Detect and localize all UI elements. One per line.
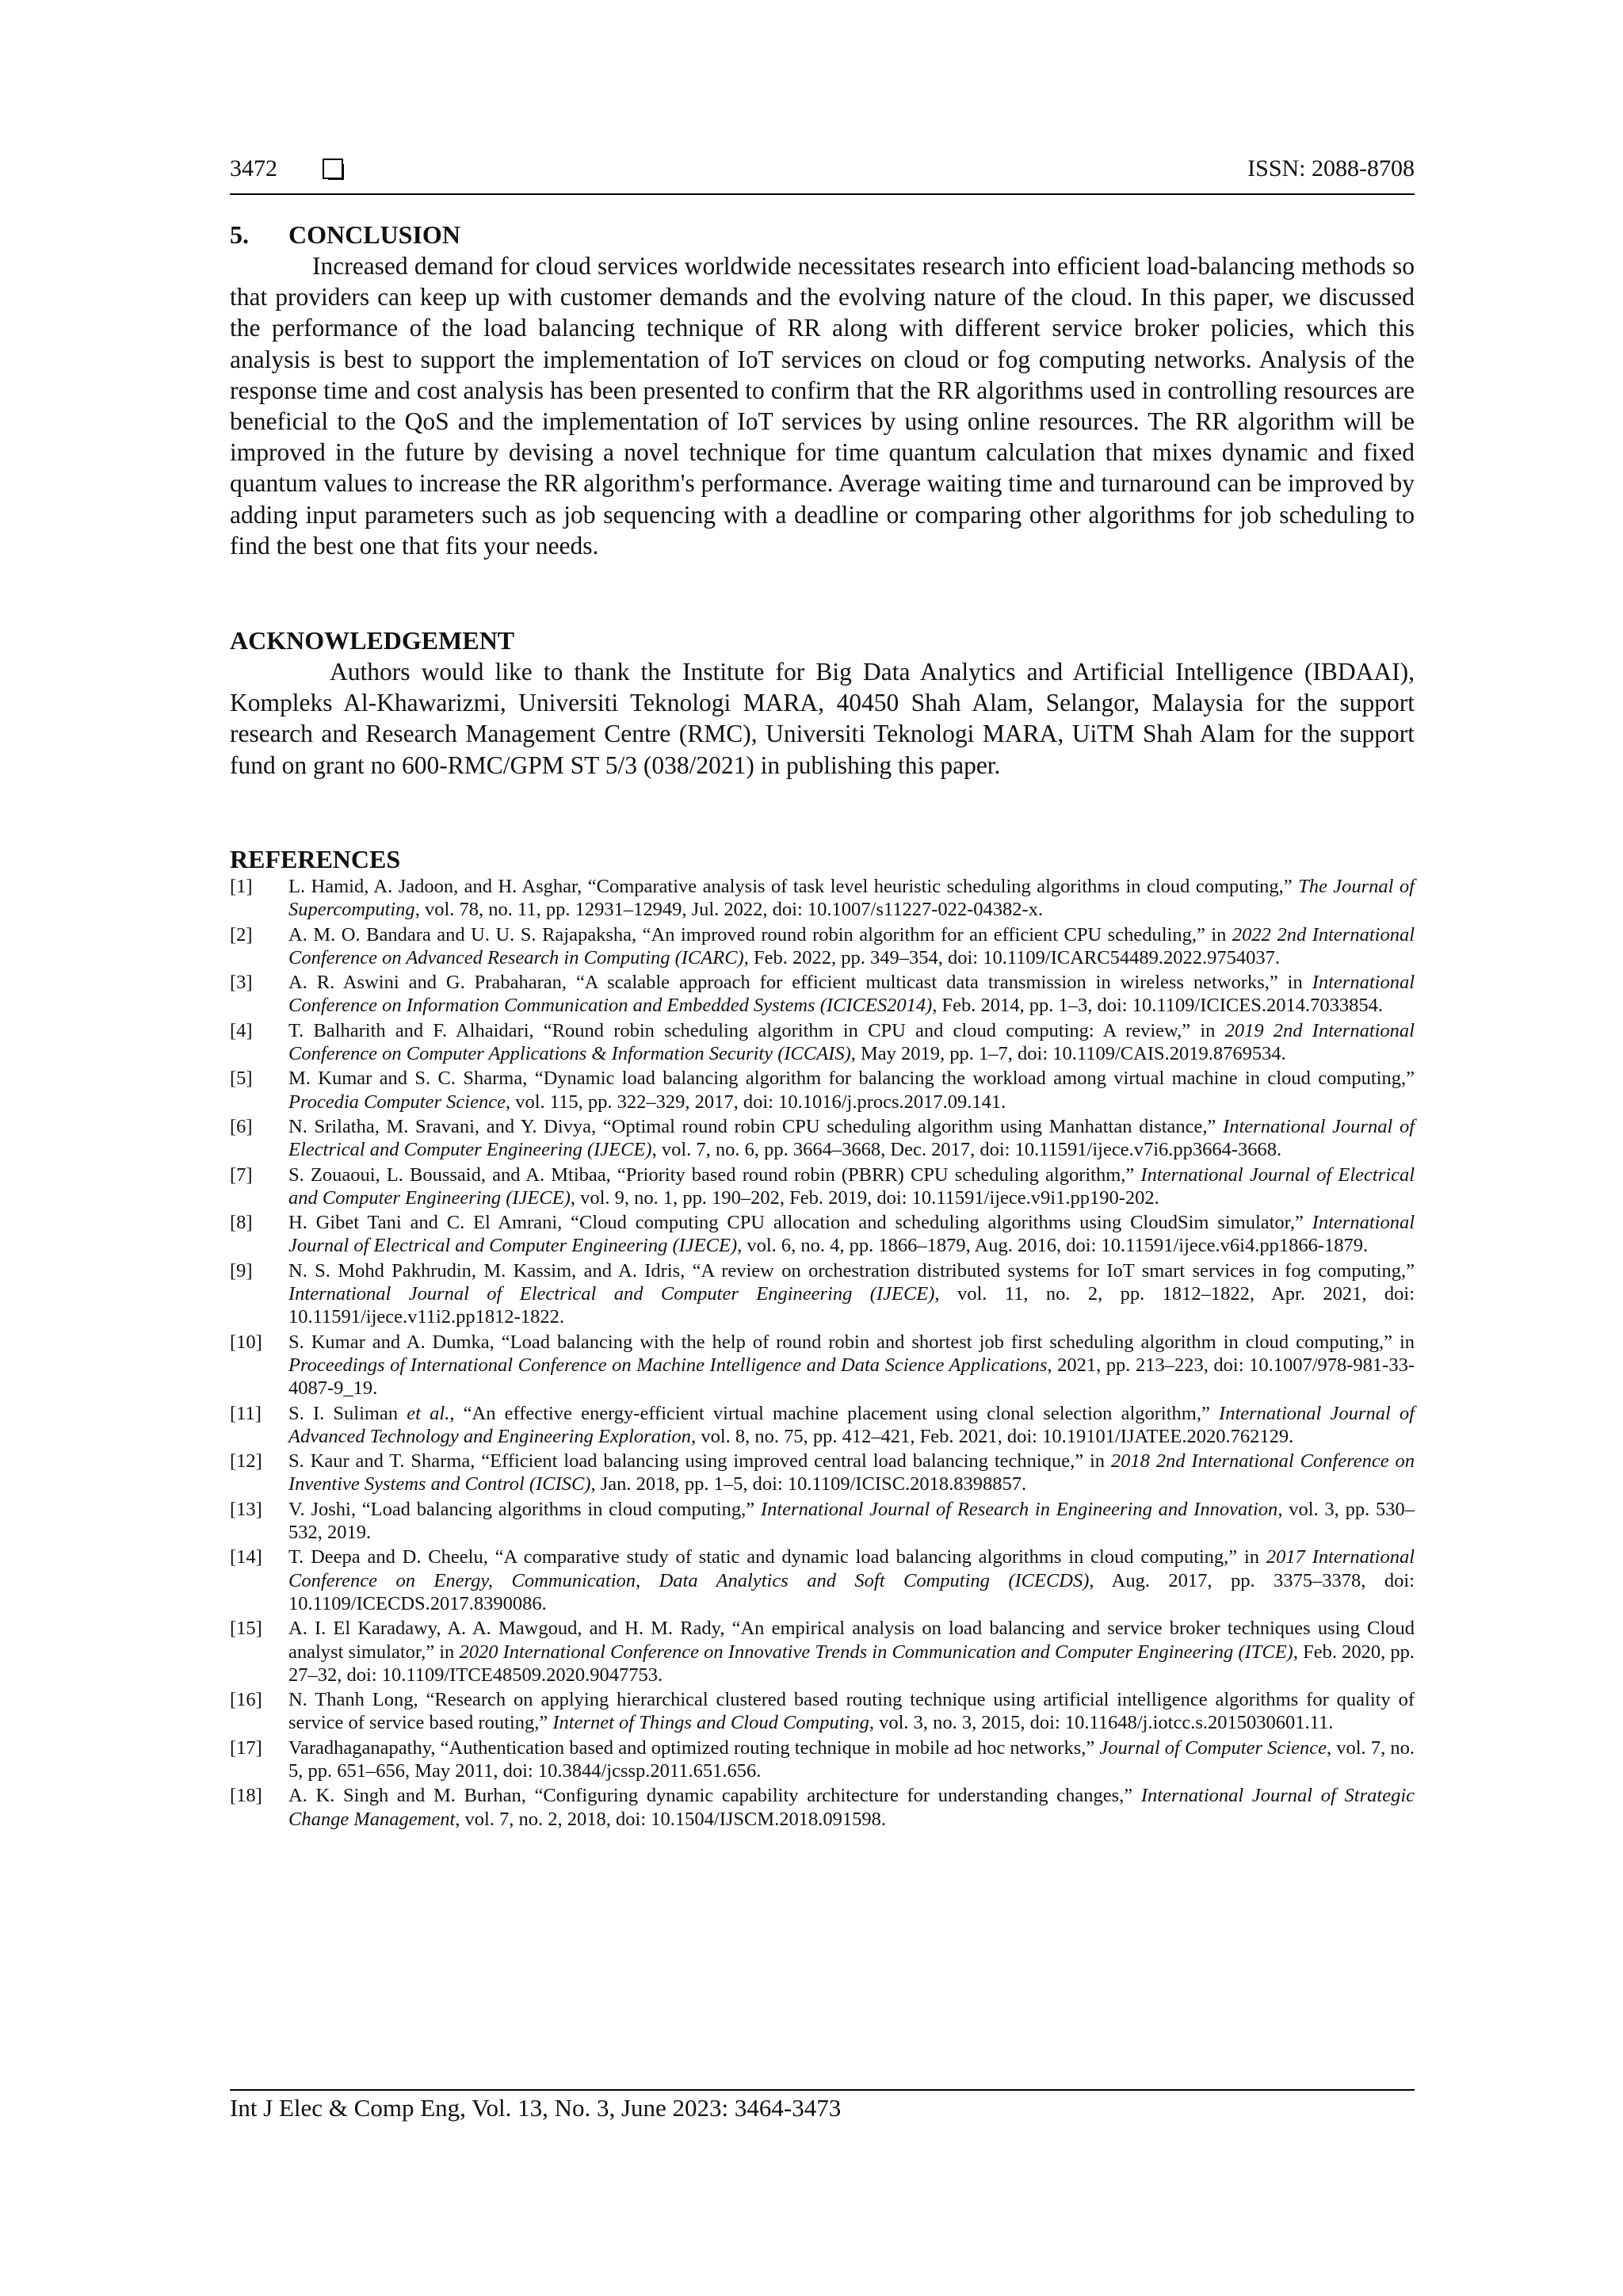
reference-number: [6] bbox=[230, 1115, 253, 1137]
conclusion-section bbox=[230, 220, 1415, 561]
reference-text bbox=[288, 1163, 1415, 1210]
reference-segment: , “An effective energy-efficient virtual machine placement using clonal selection algorithm,” bbox=[449, 1402, 1220, 1424]
reference-venue: International Journal of Electrical and Computer Engineering (IJECE) bbox=[288, 1163, 1415, 1209]
reference-venue: International Journal of Advanced Technology and Engineering Exploration bbox=[288, 1402, 1415, 1447]
reference-segment: , vol. 11, no. 2, pp. 1812–1822, Apr. 2021, doi: 10.11591/ijece.v11i2.pp1812-1822. bbox=[288, 1283, 1415, 1328]
reference-item bbox=[230, 1259, 1415, 1329]
reference-text bbox=[288, 1736, 1415, 1783]
reference-venue: 2018 2nd International Conference on Inventive Systems and Control (ICISC) bbox=[288, 1450, 1415, 1496]
reference-venue: International Journal of Electrical and Computer Engineering (IJECE) bbox=[288, 1115, 1415, 1161]
square-bullet-icon bbox=[323, 159, 343, 179]
reference-text bbox=[288, 1331, 1415, 1400]
reference-venue: International Journal of Electrical and Computer Engineering (IJECE) bbox=[288, 1212, 1415, 1257]
reference-venue: Internet of Things and Cloud Computing bbox=[552, 1712, 869, 1734]
reference-segment: M. Kumar and S. C. Sharma, “Dynamic load balancing algorithm for balancing the workload among virtual machine in cloud computing,” bbox=[288, 1068, 1415, 1090]
reference-segment: , vol. 7, no. 5, pp. 651–656, May 2011, doi: 10.3844/jcssp.2011.651.656. bbox=[288, 1736, 1415, 1782]
reference-venue: The Journal of Supercomputing bbox=[288, 876, 1415, 921]
reference-segment: A. K. Singh and M. Burhan, “Configuring dynamic capability architecture for understanding changes,” bbox=[288, 1785, 1141, 1807]
section-number: 5. bbox=[230, 220, 249, 249]
reference-segment: T. Balharith and F. Alhaidari, “Round robin scheduling algorithm in CPU and cloud computing: A review,” in bbox=[288, 1019, 1225, 1041]
conclusion-paragraph: Increased demand for cloud services worldwide necessitates research into efficient load-balancing methods so that providers can keep up with customer demands and the evolving nature of the cloud. In this paper, we discussed the performance of the load balancing technique of RR along with different service broker policies, which this analysis is best to support the implementation of IoT services on cloud or fog computing networks. Analysis of the response time and cost analysis has been presented to confirm that the RR algorithms used in controlling resources are beneficial to the QoS and the implementation of IoT services by using online resources. The RR algorithm will be improved in the future by devising a novel technique for time quantum calculation that mixes dynamic and fixed quantum values to increase the RR algorithm's performance. Average waiting time and turnaround can be improved by adding input parameters such as job sequencing with a deadline or comparing other algorithms for job scheduling to find the best one that fits your needs. bbox=[230, 252, 1415, 560]
section-title: CONCLUSION bbox=[288, 220, 460, 249]
reference-segment: N. S. Mohd Pakhrudin, M. Kassim, and A. Idris, “A review on orchestration distributed systems for IoT smart services in fog computing,” bbox=[288, 1259, 1415, 1282]
reference-segment: , Feb. 2020, pp. 27–32, doi: 10.1109/ITCE48509.2020.9047753. bbox=[288, 1641, 1415, 1686]
reference-number: [14] bbox=[230, 1546, 262, 1568]
reference-number: [17] bbox=[230, 1736, 262, 1759]
reference-venue: Proceedings of International Conference on Machine Intelligence and Data Science Applications bbox=[288, 1354, 1048, 1376]
reference-venue: International Journal of Research in Engineering and Innovation bbox=[760, 1498, 1278, 1520]
reference-list bbox=[230, 875, 1415, 1832]
reference-segment: S. Kumar and A. Dumka, “Load balancing with the help of round robin and shortest job first scheduling algorithm in cloud computing,” in bbox=[288, 1331, 1415, 1353]
reference-text bbox=[288, 971, 1415, 1018]
reference-item bbox=[230, 1163, 1415, 1210]
reference-segment: , vol. 7, no. 6, pp. 3664–3668, Dec. 2017, doi: 10.11591/ijece.v7i6.pp3664-3668. bbox=[651, 1139, 1282, 1161]
reference-number: [3] bbox=[230, 972, 253, 994]
references-heading: REFERENCES bbox=[230, 845, 401, 873]
reference-item bbox=[230, 1019, 1415, 1066]
reference-segment: , vol. 3, no. 3, 2015, doi: 10.11648/j.iotcc.s.2015030601.11. bbox=[869, 1712, 1334, 1734]
reference-venue: et al. bbox=[407, 1402, 450, 1424]
reference-item bbox=[230, 1115, 1415, 1162]
reference-segment: , Feb. 2022, pp. 349–354, doi: 10.1109/ICARC54489.2022.9754037. bbox=[743, 946, 1280, 968]
reference-segment: , Aug. 2017, pp. 3375–3378, doi: 10.1109/ICECDS.2017.8390086. bbox=[288, 1569, 1415, 1614]
reference-text bbox=[288, 1019, 1415, 1066]
reference-text bbox=[288, 1784, 1415, 1831]
references-heading-block bbox=[230, 845, 1415, 873]
reference-segment: , vol. 6, no. 4, pp. 1866–1879, Aug. 2016, doi: 10.11591/ijece.v6i4.pp1866-1879. bbox=[737, 1235, 1369, 1257]
reference-number: [13] bbox=[230, 1498, 262, 1520]
reference-text bbox=[288, 1688, 1415, 1735]
acknowledgement-section bbox=[230, 626, 1415, 781]
reference-number: [16] bbox=[230, 1689, 262, 1711]
reference-item bbox=[230, 971, 1415, 1018]
reference-segment: S. Zouaoui, L. Boussaid, and A. Mtibaa, “Priority based round robin (PBRR) CPU scheduling algorithm,” bbox=[288, 1163, 1141, 1186]
reference-item bbox=[230, 875, 1415, 922]
reference-segment: , vol. 78, no. 11, pp. 12931–12949, Jul. 2022, doi: 10.1007/s11227-022-04382-x. bbox=[414, 899, 1044, 921]
reference-number: [10] bbox=[230, 1331, 262, 1353]
section-heading bbox=[230, 220, 1415, 249]
reference-text bbox=[288, 1617, 1415, 1687]
acknowledgement-paragraph: Authors would like to thank the Institute for Big Data Analytics and Artificial Intelligence (IBDAAI), Kompleks Al-Khawarizmi, Universiti Teknologi MARA, 40450 Shah Alam, Selangor, Malaysia for the support research and Research Management Centre (RMC), Universiti Teknologi MARA, UiTM Shah Alam for the support fund on grant no 600-RMC/GPM ST 5/3 (038/2021) in publishing this paper. bbox=[230, 658, 1415, 779]
reference-text bbox=[288, 1067, 1415, 1114]
reference-venue: 2022 2nd International Conference on Advanced Research in Computing (ICARC) bbox=[288, 923, 1415, 968]
reference-segment: V. Joshi, “Load balancing algorithms in cloud computing,” bbox=[288, 1498, 761, 1520]
reference-text bbox=[288, 1498, 1415, 1545]
reference-venue: International Conference on Information Communication and Embedded Systems (ICICES2014) bbox=[288, 972, 1415, 1017]
reference-segment: N. Srilatha, M. Sravani, and Y. Divya, “Optimal round robin CPU scheduling algorithm using Manhattan distance,” bbox=[288, 1115, 1224, 1137]
reference-venue: 2019 2nd International Conference on Computer Applications & Information Security (ICCAIS) bbox=[288, 1019, 1415, 1065]
reference-segment: , vol. 9, no. 1, pp. 190–202, Feb. 2019, doi: 10.11591/ijece.v9i1.pp190-202. bbox=[570, 1186, 1159, 1209]
reference-number: [4] bbox=[230, 1019, 253, 1041]
reference-item bbox=[230, 1402, 1415, 1449]
reference-text bbox=[288, 1402, 1415, 1449]
reference-segment: S. I. Suliman bbox=[288, 1402, 407, 1424]
reference-text bbox=[288, 1259, 1415, 1329]
reference-item bbox=[230, 1498, 1415, 1545]
issn: ISSN: 2088-8708 bbox=[1247, 155, 1415, 181]
page-header bbox=[230, 155, 1415, 195]
reference-text bbox=[288, 1115, 1415, 1162]
reference-segment: Varadhaganapathy, “Authentication based and optimized routing technique in mobile ad hoc networks,” bbox=[288, 1736, 1100, 1759]
reference-item bbox=[230, 1784, 1415, 1831]
reference-venue: Procedia Computer Science bbox=[288, 1091, 506, 1113]
reference-segment: T. Deepa and D. Cheelu, “A comparative study of static and dynamic load balancing algorithms in cloud computing,” in bbox=[288, 1546, 1266, 1568]
reference-venue: International Journal of Electrical and Computer Engineering (IJECE) bbox=[288, 1283, 935, 1305]
reference-venue: 2020 International Conference on Innovative Trends in Communication and Computer Engineering (ITCE) bbox=[459, 1641, 1293, 1663]
reference-text bbox=[288, 923, 1415, 970]
reference-item bbox=[230, 1545, 1415, 1615]
reference-segment: N. Thanh Long, “Research on applying hierarchical clustered based routing technique using artificial intelligence algorithms for quality of service of service based routing,” bbox=[288, 1689, 1415, 1734]
reference-segment: , vol. 7, no. 2, 2018, doi: 10.1504/IJSCM.2018.091598. bbox=[455, 1808, 887, 1830]
reference-item bbox=[230, 1617, 1415, 1687]
reference-segment: A. M. O. Bandara and U. U. S. Rajapaksha, “An improved round robin algorithm for an efficient CPU scheduling,” in bbox=[288, 923, 1232, 946]
reference-segment: A. R. Aswini and G. Prabaharan, “A scalable approach for efficient multicast data transmission in wireless networks,” in bbox=[288, 972, 1312, 994]
reference-item bbox=[230, 1736, 1415, 1783]
reference-number: [5] bbox=[230, 1068, 253, 1090]
reference-segment: H. Gibet Tani and C. El Amrani, “Cloud computing CPU allocation and scheduling algorithms using CloudSim simulator,” bbox=[288, 1212, 1312, 1234]
reference-segment: , vol. 8, no. 75, pp. 412–421, Feb. 2021, doi: 10.19101/IJATEE.2020.762129. bbox=[691, 1425, 1294, 1447]
reference-segment: , 2021, pp. 213–223, doi: 10.1007/978-981-33-4087-9_19. bbox=[288, 1354, 1415, 1400]
reference-number: [1] bbox=[230, 876, 253, 897]
reference-item bbox=[230, 1331, 1415, 1400]
reference-number: [7] bbox=[230, 1163, 253, 1186]
reference-segment: S. Kaur and T. Sharma, “Efficient load balancing using improved central load balancing technique,” in bbox=[288, 1450, 1111, 1473]
reference-number: [18] bbox=[230, 1785, 262, 1807]
reference-venue: 2017 International Conference on Energy, Communication, Data Analytics and Soft Computing (ICECDS) bbox=[288, 1546, 1415, 1591]
reference-text bbox=[288, 1450, 1415, 1496]
reference-item bbox=[230, 1688, 1415, 1735]
reference-item bbox=[230, 923, 1415, 970]
reference-number: [9] bbox=[230, 1259, 253, 1282]
reference-text bbox=[288, 1211, 1415, 1258]
page-number: 3472 bbox=[230, 155, 277, 181]
reference-item bbox=[230, 1211, 1415, 1258]
reference-segment: , vol. 3, pp. 530–532, 2019. bbox=[288, 1498, 1415, 1544]
reference-segment: , May 2019, pp. 1–7, doi: 10.1109/CAIS.2019.8769534. bbox=[850, 1043, 1286, 1065]
reference-segment: A. I. El Karadawy, A. A. Mawgoud, and H. M. Rady, “An empirical analysis on load balancing and service broker techniques using Cloud analyst simulator,” in bbox=[288, 1618, 1415, 1663]
reference-number: [15] bbox=[230, 1618, 262, 1640]
acknowledgement-heading: ACKNOWLEDGEMENT bbox=[230, 626, 515, 655]
reference-venue: International Journal of Strategic Change Management bbox=[288, 1785, 1415, 1830]
reference-number: [2] bbox=[230, 923, 253, 946]
reference-segment: L. Hamid, A. Jadoon, and H. Asghar, “Comparative analysis of task level heuristic scheduling algorithms in cloud computing,” bbox=[288, 876, 1299, 897]
reference-item bbox=[230, 1067, 1415, 1114]
reference-segment: , vol. 115, pp. 322–329, 2017, doi: 10.1016/j.procs.2017.09.141. bbox=[505, 1091, 1006, 1113]
reference-text bbox=[288, 875, 1415, 922]
reference-item bbox=[230, 1450, 1415, 1496]
reference-segment: , Feb. 2014, pp. 1–3, doi: 10.1109/ICICES.2014.7033854. bbox=[932, 995, 1383, 1017]
reference-number: [8] bbox=[230, 1212, 253, 1234]
page-footer bbox=[230, 2089, 1415, 2122]
reference-text bbox=[288, 1545, 1415, 1615]
reference-segment: , Jan. 2018, pp. 1–5, doi: 10.1109/ICISC.2018.8398857. bbox=[590, 1473, 1027, 1496]
footer-citation: Int J Elec & Comp Eng, Vol. 13, No. 3, June 2023: 3464-3473 bbox=[230, 2094, 842, 2122]
reference-number: [11] bbox=[230, 1402, 262, 1424]
reference-number: [12] bbox=[230, 1450, 262, 1473]
reference-venue: Journal of Computer Science bbox=[1099, 1736, 1327, 1759]
